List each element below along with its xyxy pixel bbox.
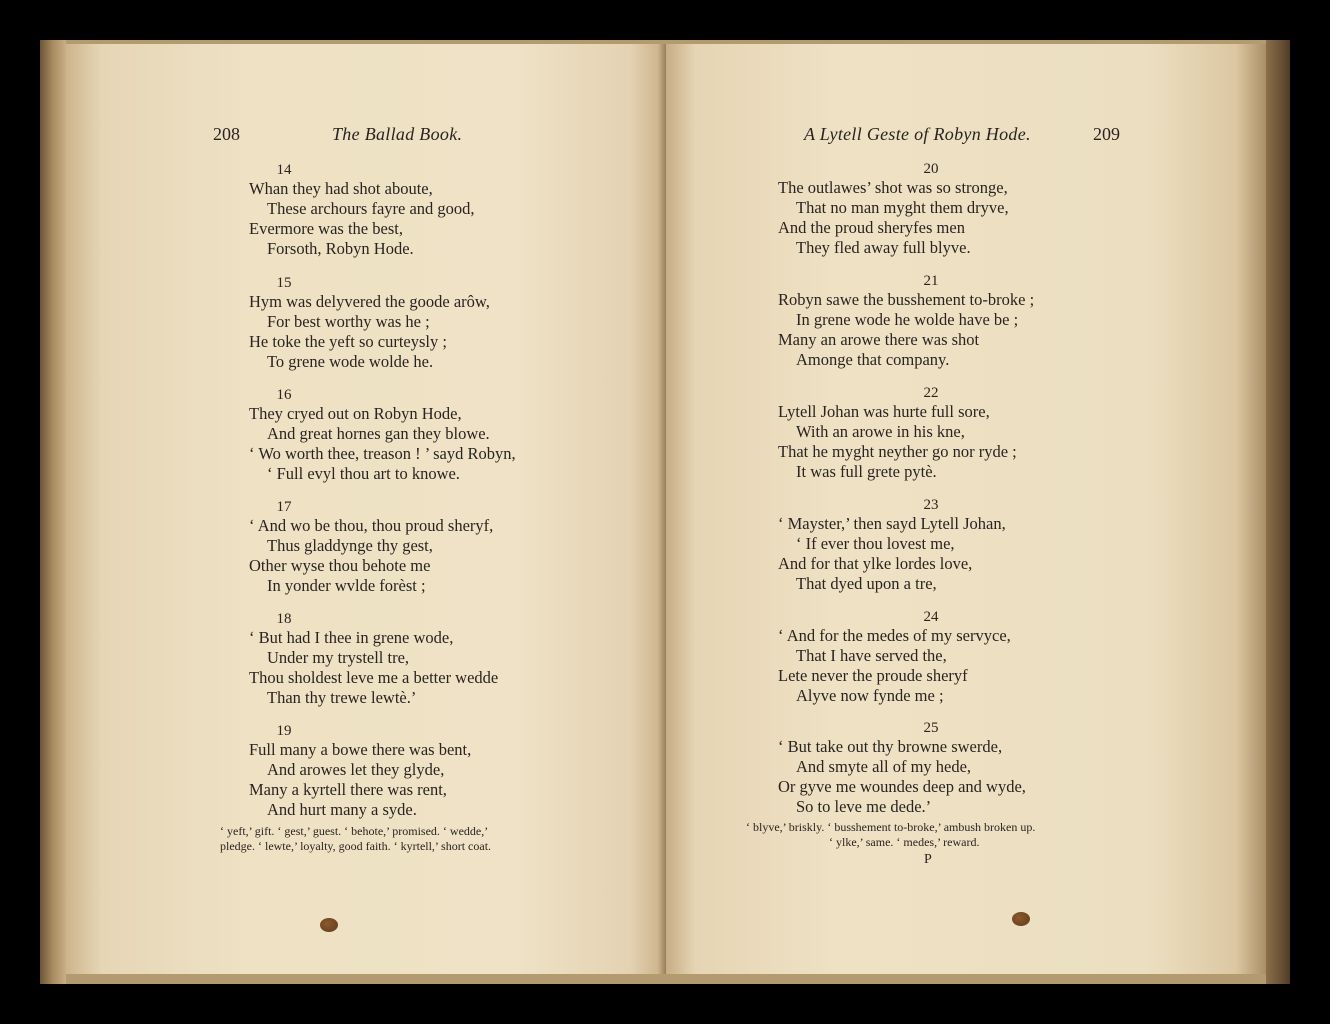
stanza-17 bbox=[249, 499, 493, 596]
verse-line: Hym was delyvered the goode arôw, bbox=[249, 292, 490, 311]
verse-line: Many an arowe there was shot bbox=[778, 330, 980, 349]
verse-line: ‘ But had I thee in grene wode, bbox=[249, 628, 454, 647]
verse-line: These archours fayre and good, bbox=[267, 199, 475, 218]
stanza-number: 16 bbox=[276, 387, 292, 403]
verse-line: ‘ And wo be thou, thou proud sheryf, bbox=[249, 516, 494, 535]
right-running-head: A Lytell Geste of Robyn Hode. bbox=[804, 124, 1031, 144]
verse-line: And hurt many a syde. bbox=[267, 800, 417, 819]
verse-line: That no man myght them dryve, bbox=[796, 198, 1009, 217]
verse-line: Evermore was the best, bbox=[249, 219, 403, 238]
verse-line: Lytell Johan was hurte full sore, bbox=[778, 402, 990, 421]
verse-line: In yonder wvlde forèst ; bbox=[267, 576, 426, 595]
stanza-number: 22 bbox=[923, 385, 939, 401]
stanza-14 bbox=[249, 162, 475, 259]
right-folio: 209 bbox=[1093, 124, 1120, 144]
stanza-24 bbox=[778, 609, 1084, 706]
stanza-number: 15 bbox=[276, 275, 292, 291]
signature-mark: P bbox=[924, 852, 932, 867]
verse-line: Lete never the proude sheryf bbox=[778, 666, 968, 685]
verse-line: To grene wode wolde he. bbox=[267, 352, 434, 371]
book-page-edges bbox=[1266, 40, 1290, 984]
verse-line: Or gyve me woundes deep and wyde, bbox=[778, 777, 1026, 796]
verse-line: Robyn sawe the busshement to-broke ; bbox=[778, 290, 1035, 309]
verse-line: That dyed upon a tre, bbox=[796, 574, 937, 593]
verse-line: They cryed out on Robyn Hode, bbox=[249, 404, 462, 423]
verse-line: He toke the yeft so curteysly ; bbox=[249, 332, 447, 351]
stanza-20 bbox=[778, 161, 1084, 258]
footnote-line: ‘ ylke,’ same. ‘ medes,’ reward. bbox=[829, 835, 980, 849]
stanza-number: 19 bbox=[276, 723, 292, 739]
verse-line: With an arowe in his kne, bbox=[796, 422, 965, 441]
stanza-number: 24 bbox=[923, 609, 939, 625]
stanza-number: 17 bbox=[276, 499, 292, 515]
stanza-25 bbox=[778, 720, 1084, 817]
verse-line: ‘ And for the medes of my servyce, bbox=[778, 626, 1011, 645]
verse-line: ‘ But take out thy browne swerde, bbox=[778, 737, 1003, 756]
verse-line: Amonge that company. bbox=[796, 350, 950, 369]
footnotes bbox=[746, 820, 1035, 850]
verse-line: ‘ Mayster,’ then sayd Lytell Johan, bbox=[778, 514, 1006, 533]
open-book bbox=[40, 40, 1290, 984]
verse-line: ‘ If ever thou lovest me, bbox=[796, 534, 955, 553]
verse-line: Than thy trewe lewtè.’ bbox=[267, 688, 417, 707]
stanza-16 bbox=[249, 387, 516, 484]
verse-line: So to leve me dede.’ bbox=[796, 797, 932, 816]
book-cover-left-edge bbox=[40, 40, 66, 984]
paper-stain bbox=[1012, 912, 1030, 926]
stanza-18 bbox=[249, 611, 498, 708]
left-page bbox=[66, 44, 666, 974]
verse-line: Thou sholdest leve me a better wedde bbox=[249, 668, 499, 687]
stanza-number: 21 bbox=[923, 273, 939, 289]
stanza-number: 23 bbox=[923, 497, 939, 513]
left-folio: 208 bbox=[213, 124, 240, 144]
footnote-line: ‘ yeft,’ gift. ‘ gest,’ guest. ‘ behote,’ promised. ‘ wedde,’ bbox=[220, 824, 489, 838]
stanza-number: 18 bbox=[276, 611, 292, 627]
verse-line: Alyve now fynde me ; bbox=[796, 686, 944, 705]
verse-line: ‘ Wo worth thee, treason ! ’ sayd Robyn, bbox=[249, 444, 516, 463]
verse-line: And for that ylke lordes love, bbox=[778, 554, 973, 573]
stanza-22 bbox=[778, 385, 1084, 482]
verse-line: It was full grete pytè. bbox=[796, 462, 937, 481]
verse-line: They fled away full blyve. bbox=[796, 238, 971, 257]
verse-line: Forsoth, Robyn Hode. bbox=[267, 239, 414, 258]
verse-line: For best worthy was he ; bbox=[267, 312, 430, 331]
stanza-number: 14 bbox=[276, 162, 292, 178]
paper-stain bbox=[320, 918, 338, 932]
footnotes bbox=[220, 824, 491, 854]
verse-line: Whan they had shot aboute, bbox=[249, 179, 433, 198]
verse-line: Under my trystell tre, bbox=[267, 648, 410, 667]
verse-line: In grene wode he wolde have be ; bbox=[796, 310, 1019, 329]
stanza-19 bbox=[249, 723, 471, 820]
verse-line: And smyte all of my hede, bbox=[796, 757, 972, 776]
stanza-23 bbox=[778, 497, 1084, 594]
verse-line: And arowes let they glyde, bbox=[267, 760, 445, 779]
footnote-line: pledge. ‘ lewte,’ loyalty, good faith. ‘ kyrtell,’ short coat. bbox=[220, 839, 492, 853]
left-running-head: The Ballad Book. bbox=[332, 124, 463, 144]
verse-line: Thus gladdynge thy gest, bbox=[267, 536, 433, 555]
verse-line: Many a kyrtell there was rent, bbox=[249, 780, 447, 799]
stanza-number: 20 bbox=[923, 161, 939, 177]
stanza-number: 25 bbox=[923, 720, 939, 736]
verse-line: The outlawes’ shot was so stronge, bbox=[778, 178, 1008, 197]
verse-line: And great hornes gan they blowe. bbox=[267, 424, 490, 443]
verse-line: ‘ Full evyl thou art to knowe. bbox=[267, 464, 460, 483]
footnote-line: ‘ blyve,’ briskly. ‘ busshement to-broke,’ ambush broken up. bbox=[746, 820, 1036, 834]
verse-line: Other wyse thou behote me bbox=[249, 556, 431, 575]
verse-line: And the proud sheryfes men bbox=[778, 218, 965, 237]
stanza-15 bbox=[249, 275, 490, 372]
verse-line: That I have served the, bbox=[796, 646, 947, 665]
right-page bbox=[666, 44, 1266, 974]
stanza-21 bbox=[778, 273, 1084, 370]
verse-line: Full many a bowe there was bent, bbox=[249, 740, 472, 759]
verse-line: That he myght neyther go nor ryde ; bbox=[778, 442, 1017, 461]
